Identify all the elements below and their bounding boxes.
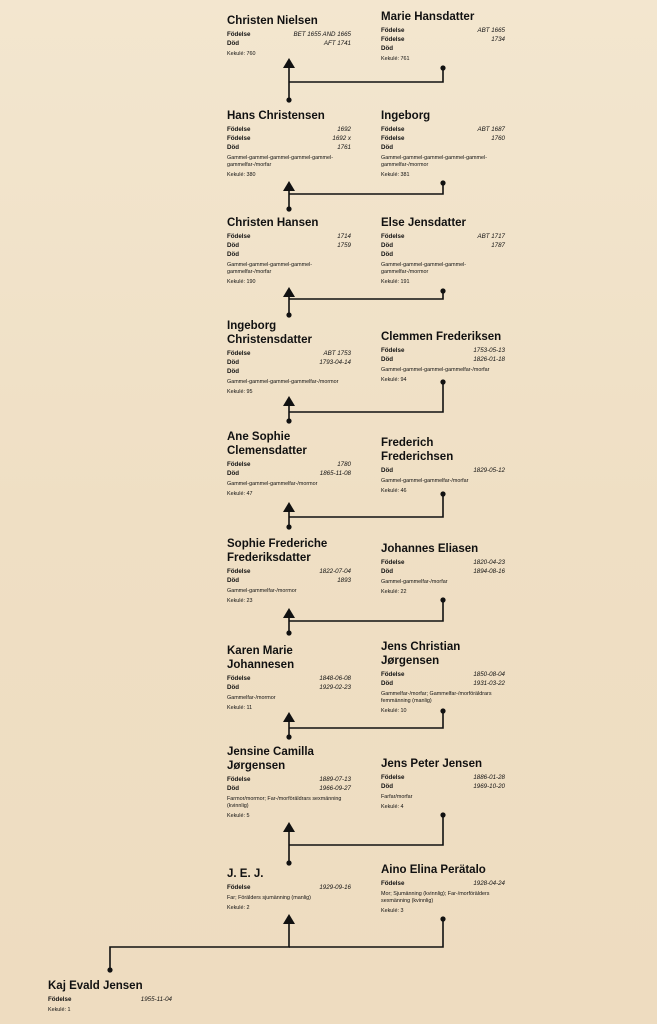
event-label: Död (227, 785, 240, 792)
event-date: 1753-05-13 (473, 347, 505, 354)
relationship-text: Gammel-gammel-gammel-gammel-gammelfar-/mormor (381, 262, 467, 275)
event-date: 1692 x (332, 135, 351, 142)
person-card[interactable] (381, 542, 505, 596)
event-row (227, 30, 351, 39)
person-name: Ingeborg Christensdatter (227, 320, 312, 346)
kekule-number: Kekulé: 380 (227, 172, 256, 178)
event-label: Födelse (227, 568, 251, 575)
event-label: Födelse (227, 31, 251, 38)
kekule-number: Kekulé: 22 (381, 589, 407, 595)
event-date: 1931-03-22 (473, 680, 505, 687)
kekule-number: Kekulé: 2 (227, 905, 250, 911)
relationship-text: Gammel-gammel-gammel-gammel-gammelfar-/morfar (227, 262, 313, 275)
arrow-head (283, 287, 295, 297)
person-name: Karen Marie Johannesen (227, 645, 295, 671)
event-label: Död (381, 356, 394, 363)
event-row (381, 558, 505, 567)
person-name: Else Jensdatter (381, 217, 467, 229)
arrow-head (283, 608, 295, 618)
event-row (227, 349, 351, 358)
person-card[interactable] (381, 757, 505, 811)
event-label: Födelse (227, 350, 251, 357)
event-row (381, 346, 505, 355)
person-card[interactable] (381, 10, 505, 63)
event-label: Födelse (227, 233, 251, 240)
event-row (227, 683, 351, 692)
event-row (381, 125, 505, 134)
event-row (381, 250, 505, 259)
person-name: Ane Sophie Clemensdatter (227, 431, 307, 457)
connector-dot (286, 524, 291, 529)
kekule-number: Kekulé: 94 (381, 377, 407, 383)
kekule-number: Kekulé: 3 (381, 908, 404, 914)
event-label: Födelse (381, 27, 405, 34)
event-label: Födelse (227, 884, 251, 891)
event-row (227, 232, 351, 241)
event-date: 1969-10-20 (473, 783, 505, 790)
person-name: Christen Hansen (227, 217, 319, 229)
event-label: Födelse (381, 36, 405, 43)
event-row (227, 460, 351, 469)
person-card[interactable] (48, 979, 172, 1014)
event-row (381, 241, 505, 250)
event-date: 1787 (491, 242, 505, 249)
event-date: AFT 1741 (323, 40, 351, 47)
arrow-head (283, 396, 295, 406)
kekule-number: Kekulé: 46 (381, 488, 407, 494)
person-card[interactable] (381, 640, 505, 715)
person-name: Marie Hansdatter (381, 11, 475, 23)
event-label: Död (381, 680, 394, 687)
event-label: Födelse (227, 135, 251, 142)
connector-dot (286, 860, 291, 865)
event-date: 1955-11-04 (140, 996, 172, 1003)
arrow-head (283, 58, 295, 68)
person-name: Ingeborg (381, 110, 431, 122)
kekule-number: Kekulé: 4 (381, 804, 404, 810)
person-card[interactable] (227, 644, 351, 712)
event-label: Död (381, 144, 394, 151)
event-row (381, 670, 505, 679)
event-date: 1822-07-04 (319, 568, 351, 575)
event-label: Födelse (227, 776, 251, 783)
event-date: 1966-09-27 (319, 785, 351, 792)
event-date: 1734 (491, 36, 505, 43)
person-name: Jens Christian Jørgensen (381, 641, 461, 667)
event-label: Död (381, 568, 394, 575)
event-date: 1886-01-28 (473, 774, 505, 781)
kekule-number: Kekulé: 1 (48, 1007, 71, 1013)
event-date: 1760 (491, 135, 505, 142)
event-label: Födelse (381, 774, 405, 781)
event-date: 1793-04-14 (319, 359, 351, 366)
relationship-text: Gammel-gammel-gammel-gammel-gammel-gammelfar-/mormor (381, 155, 488, 168)
event-date: 1850-08-04 (473, 671, 505, 678)
event-label: Födelse (48, 996, 72, 1003)
arrow-head (283, 502, 295, 512)
person-card[interactable] (381, 436, 505, 495)
event-label: Död (381, 45, 394, 52)
relationship-text: Gammel-gammel-gammelfar-/mormor (227, 481, 318, 487)
event-date: 1928-04-24 (473, 880, 505, 887)
connector-dot (286, 630, 291, 635)
connector-dot (440, 288, 445, 293)
event-label: Död (381, 783, 394, 790)
person-name: Johannes Eliasen (381, 543, 479, 555)
event-row (381, 567, 505, 576)
event-label: Död (227, 359, 240, 366)
event-date: 1894-08-16 (473, 568, 505, 575)
event-date: 1865-11-08 (319, 470, 351, 477)
event-date: 1893 (337, 577, 351, 584)
kekule-number: Kekulé: 191 (381, 279, 410, 285)
connector-dot (440, 916, 445, 921)
kekule-number: Kekulé: 95 (227, 389, 253, 395)
person-name: Kaj Evald Jensen (48, 980, 143, 992)
relationship-text: Farfar/morfar (381, 794, 413, 800)
event-label: Död (227, 242, 240, 249)
event-row (227, 674, 351, 683)
event-label: Död (381, 242, 394, 249)
kekule-number: Kekulé: 381 (381, 172, 410, 178)
relationship-text: Gammelfar-/mormor (227, 695, 276, 701)
connector-dot (440, 180, 445, 185)
person-name: Clemmen Frederiksen (381, 331, 502, 343)
event-row (227, 143, 351, 152)
event-date: 1759 (337, 242, 351, 249)
event-date: 1692 (337, 126, 351, 133)
person-card[interactable] (381, 330, 505, 384)
event-row (227, 39, 351, 48)
person-card[interactable] (227, 537, 351, 605)
kekule-number: Kekulé: 10 (381, 708, 407, 714)
relationship-text: Gammel-gammelfar-/mormor (227, 588, 297, 594)
event-label: Födelse (381, 126, 405, 133)
event-label: Död (227, 144, 240, 151)
event-row (227, 469, 351, 478)
event-label: Död (227, 40, 240, 47)
person-card[interactable] (227, 14, 351, 58)
event-label: Död (227, 684, 240, 691)
event-date: 1929-02-23 (319, 684, 351, 691)
relationship-text: Gammel-gammel-gammel-gammel-gammel-gammelfar-/morfar (227, 155, 334, 168)
event-row (227, 775, 351, 784)
event-row (48, 995, 172, 1004)
relationship-text: Gammel-gammelfar-/morfar (381, 579, 448, 585)
event-date: 1848-06-08 (319, 675, 351, 682)
person-name: Sophie Frederiche Frederiksdatter (227, 538, 328, 564)
person-card[interactable] (227, 430, 351, 498)
event-label: Död (381, 251, 394, 258)
arrow-head (283, 914, 295, 924)
arrow-head (283, 712, 295, 722)
event-date: 1761 (337, 144, 351, 151)
event-label: Födelse (381, 671, 405, 678)
event-date: 1829-05-12 (473, 467, 505, 474)
event-row (227, 250, 351, 259)
event-row (381, 35, 505, 44)
event-label: Död (227, 577, 240, 584)
connector-dot (286, 97, 291, 102)
event-label: Födelse (381, 135, 405, 142)
kekule-number: Kekulé: 11 (227, 705, 253, 711)
person-card[interactable] (227, 745, 351, 820)
arrow-head (283, 822, 295, 832)
person-card[interactable] (381, 216, 505, 286)
event-row (381, 679, 505, 688)
connector-dot (286, 418, 291, 423)
person-card[interactable] (227, 109, 351, 179)
event-row (381, 44, 505, 53)
person-name: Jensine Camilla Jørgensen (227, 746, 314, 772)
relationship-text: Gammel-gammel-gammel-gammelfar-/mormor (227, 379, 339, 385)
person-card[interactable] (381, 863, 505, 915)
person-name: Hans Christensen (227, 110, 325, 122)
event-row (227, 883, 351, 892)
event-row (227, 784, 351, 793)
event-row (381, 355, 505, 364)
event-label: Död (227, 368, 240, 375)
event-date: ABT 1717 (477, 233, 505, 240)
event-label: Födelse (381, 880, 405, 887)
connector-dot (440, 65, 445, 70)
kekule-number: Kekulé: 47 (227, 491, 253, 497)
event-label: Födelse (227, 675, 251, 682)
kekule-number: Kekulé: 5 (227, 813, 250, 819)
event-row (227, 576, 351, 585)
person-name: Jens Peter Jensen (381, 758, 483, 770)
relationship-text: Gammelfar-/morfar; Gammelfar-/morföräldrars femmänning (manlig) (381, 691, 492, 704)
event-row (381, 26, 505, 35)
event-label: Födelse (381, 233, 405, 240)
event-date: 1826-01-18 (473, 356, 505, 363)
person-card[interactable] (227, 216, 351, 286)
event-row (381, 143, 505, 152)
kekule-number: Kekulé: 190 (227, 279, 256, 285)
connector-dot (107, 967, 112, 972)
event-date: BET 1655 AND 1665 (293, 31, 351, 38)
event-date: 1780 (337, 461, 351, 468)
relationship-text: Mor; Sjumänning (kvinnlig); Far-/morförälders sexmänning (kvinnlig) (381, 891, 490, 904)
connector-dot (286, 206, 291, 211)
person-name: J. E. J. (227, 868, 264, 880)
relationship-text: Far; Förälders sjumänning (manlig) (227, 895, 311, 901)
event-date: ABT 1665 (477, 27, 505, 34)
connector-dot (286, 312, 291, 317)
event-row (227, 134, 351, 143)
relationship-text: Gammel-gammel-gammel-gammelfar-/morfar (381, 367, 490, 373)
event-label: Födelse (381, 559, 405, 566)
connector-dot (440, 812, 445, 817)
relationship-text: Gammel-gammel-gammelfar-/morfar (381, 478, 469, 484)
event-label: Födelse (381, 347, 405, 354)
kekule-number: Kekulé: 761 (381, 56, 410, 62)
event-row (227, 567, 351, 576)
event-date: 1929-09-16 (319, 884, 351, 891)
event-row (381, 232, 505, 241)
event-label: Födelse (227, 461, 251, 468)
person-card[interactable] (227, 867, 351, 912)
event-row (381, 466, 505, 475)
arrow-head (283, 181, 295, 191)
event-label: Död (381, 467, 394, 474)
relationship-text: Farmor/mormor; Far-/morföräldrars sexmänning (kvinnlig) (227, 796, 342, 809)
event-label: Födelse (227, 126, 251, 133)
event-date: 1820-04-23 (473, 559, 505, 566)
kekule-number: Kekulé: 23 (227, 598, 253, 604)
person-card[interactable] (381, 109, 505, 179)
event-row (227, 367, 351, 376)
event-date: 1714 (337, 233, 351, 240)
kekule-number: Kekulé: 760 (227, 51, 256, 57)
event-row (227, 358, 351, 367)
event-date: ABT 1753 (323, 350, 351, 357)
person-name: Frederich Frederichsen (381, 437, 454, 463)
person-name: Aino Elina Perätalo (381, 864, 486, 876)
event-date: ABT 1687 (477, 126, 505, 133)
event-row (381, 134, 505, 143)
event-row (381, 773, 505, 782)
person-name: Christen Nielsen (227, 15, 318, 27)
event-label: Död (227, 251, 240, 258)
event-date: 1889-07-13 (319, 776, 351, 783)
connector-dot (286, 734, 291, 739)
event-label: Död (227, 470, 240, 477)
event-row (227, 241, 351, 250)
event-row (381, 782, 505, 791)
connector-dot (440, 597, 445, 602)
event-row (227, 125, 351, 134)
person-card[interactable] (227, 319, 351, 396)
event-row (381, 879, 505, 888)
